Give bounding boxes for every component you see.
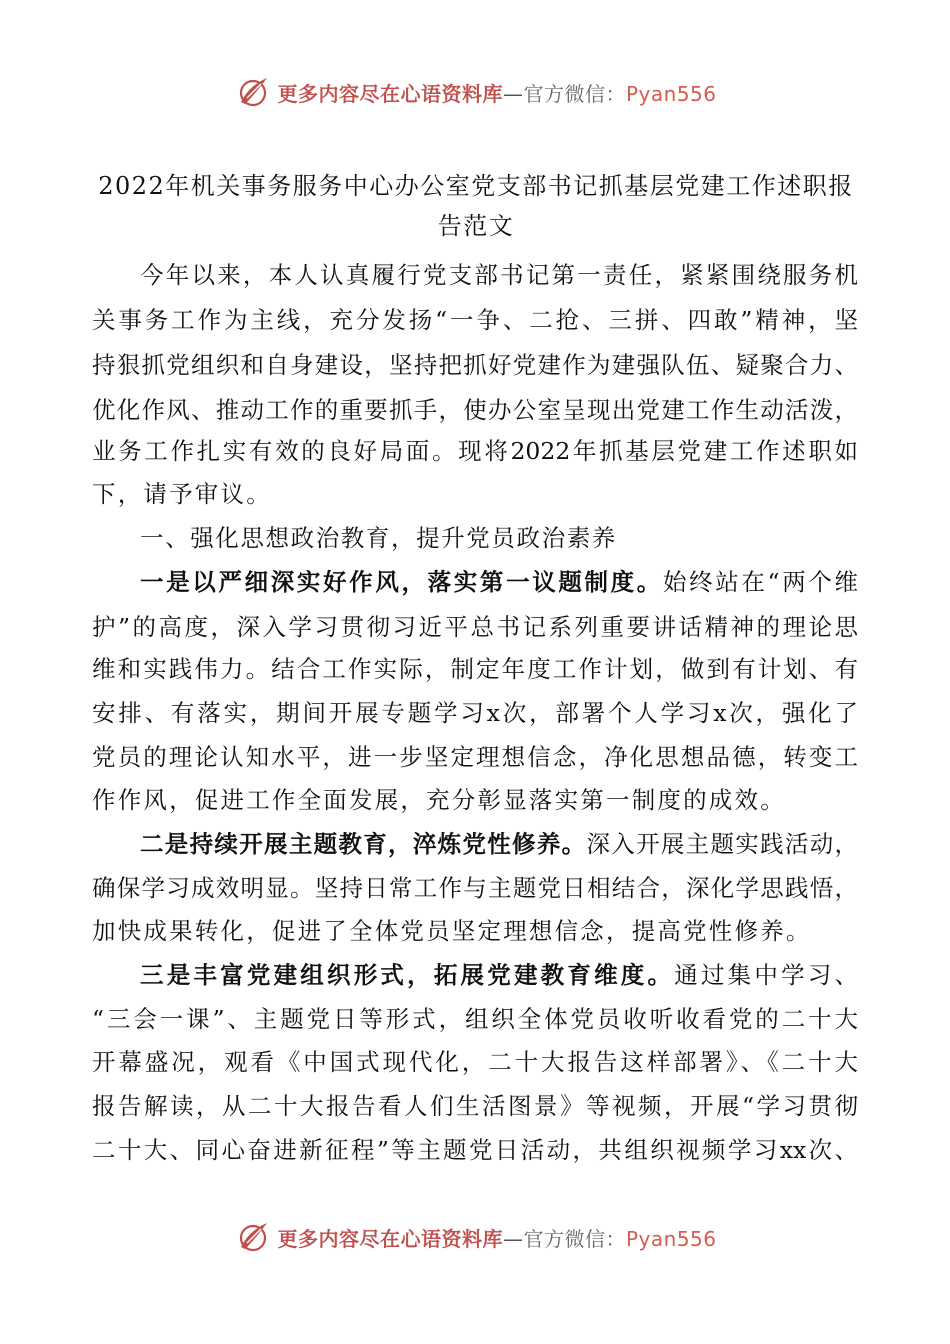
document-title-line2: 告范文	[437, 212, 515, 240]
section-heading: 一、强化思想政治教育，提升党员政治素养	[140, 524, 617, 552]
intro-line: 今年以来，本人认真履行党支部书记第一责任，紧紧围绕服务机	[140, 261, 858, 289]
paragraph-1-line: 安排、有落实，期间开展专题学习x次，部署个人学习x次，强化了	[92, 699, 858, 727]
banner-separator: —	[502, 81, 524, 106]
paragraph-2-first-line	[140, 829, 858, 859]
paragraph-1-line: 维和实践伟力。结合工作实际，制定年度工作计划，做到有计划、有	[92, 655, 858, 683]
header-banner	[0, 72, 950, 112]
paragraph-3-line: 开幕盛况，观看《中国式现代化，二十大报告这样部署》、《二十大	[92, 1048, 858, 1076]
paragraph-1-line: 党员的理论认知水平，进一步坚定理想信念，净化思想品德，转变工	[92, 743, 858, 771]
footer-banner	[0, 1217, 950, 1257]
document-title-line1: 2022年机关事务服务中心办公室党支部书记抓基层党建工作述职报	[98, 172, 854, 200]
paragraph-1-line: 作作风，促进工作全面发展，充分彰显落实第一制度的成效。	[92, 786, 786, 814]
paragraph-2-lead: 深入开展主题实践活动，	[586, 830, 859, 858]
banner-wechat-id: Pyan556	[625, 81, 717, 106]
logo-icon	[233, 1217, 273, 1257]
paragraph-3-first-line	[140, 960, 858, 990]
paragraph-1-first-line	[140, 567, 858, 597]
paragraph-3-bold-lead: 三是丰富党建组织形式，拓展党建教育维度。	[140, 961, 675, 989]
banner-separator: —	[502, 1226, 524, 1251]
paragraph-1-bold-lead: 一是以严细深实好作风，落实第一议题制度。	[140, 568, 663, 596]
paragraph-3-line: 报告解读，从二十大报告看人们生活图景》等视频，开展“学习贯彻	[92, 1092, 858, 1120]
paragraph-3-line: 二十大、同心奋进新征程”等主题党日活动，共组织视频学习xx次、	[92, 1136, 858, 1164]
intro-line: 业务工作扎实有效的良好局面。现将2022年抓基层党建工作述职如	[92, 437, 858, 465]
banner-wechat-id: Pyan556	[625, 1226, 717, 1251]
intro-line: 优化作风、推动工作的重要抓手，使办公室呈现出党建工作生动活泼，	[92, 396, 858, 424]
banner-text	[277, 1223, 716, 1252]
banner-wechat-label: 官方微信：	[523, 81, 626, 106]
intro-line: 关事务工作为主线，充分发扬“一争、二抢、三拼、四敢”精神，坚	[92, 306, 858, 334]
paragraph-3-lead: 通过集中学习、	[674, 961, 859, 989]
banner-text	[277, 78, 716, 107]
paragraph-2-bold-lead: 二是持续开展主题教育，淬炼党性修养。	[140, 830, 587, 858]
paragraph-2-line: 确保学习成效明显。坚持日常工作与主题党日相结合，深化学思践悟，	[92, 874, 858, 902]
paragraph-2-line: 加快成果转化，促进了全体党员坚定理想信念，提高党性修养。	[92, 917, 812, 945]
paragraph-1-lead: 始终站在“两个维	[662, 568, 858, 596]
banner-wechat-label: 官方微信：	[523, 1226, 626, 1251]
banner-site: 更多内容尽在心语资料库	[277, 81, 503, 106]
banner-site: 更多内容尽在心语资料库	[277, 1226, 503, 1251]
paragraph-1-line: 护”的高度，深入学习贯彻习近平总书记系列重要讲话精神的理论思	[92, 613, 858, 641]
intro-line: 下，请予审议。	[92, 480, 272, 508]
logo-icon	[233, 72, 273, 112]
intro-line: 持狠抓党组织和自身建设，坚持把抓好党建作为建强队伍、疑聚合力、	[92, 351, 858, 379]
paragraph-3-line: “三会一课”、主题党日等形式，组织全体党员收听收看党的二十大	[92, 1005, 858, 1033]
